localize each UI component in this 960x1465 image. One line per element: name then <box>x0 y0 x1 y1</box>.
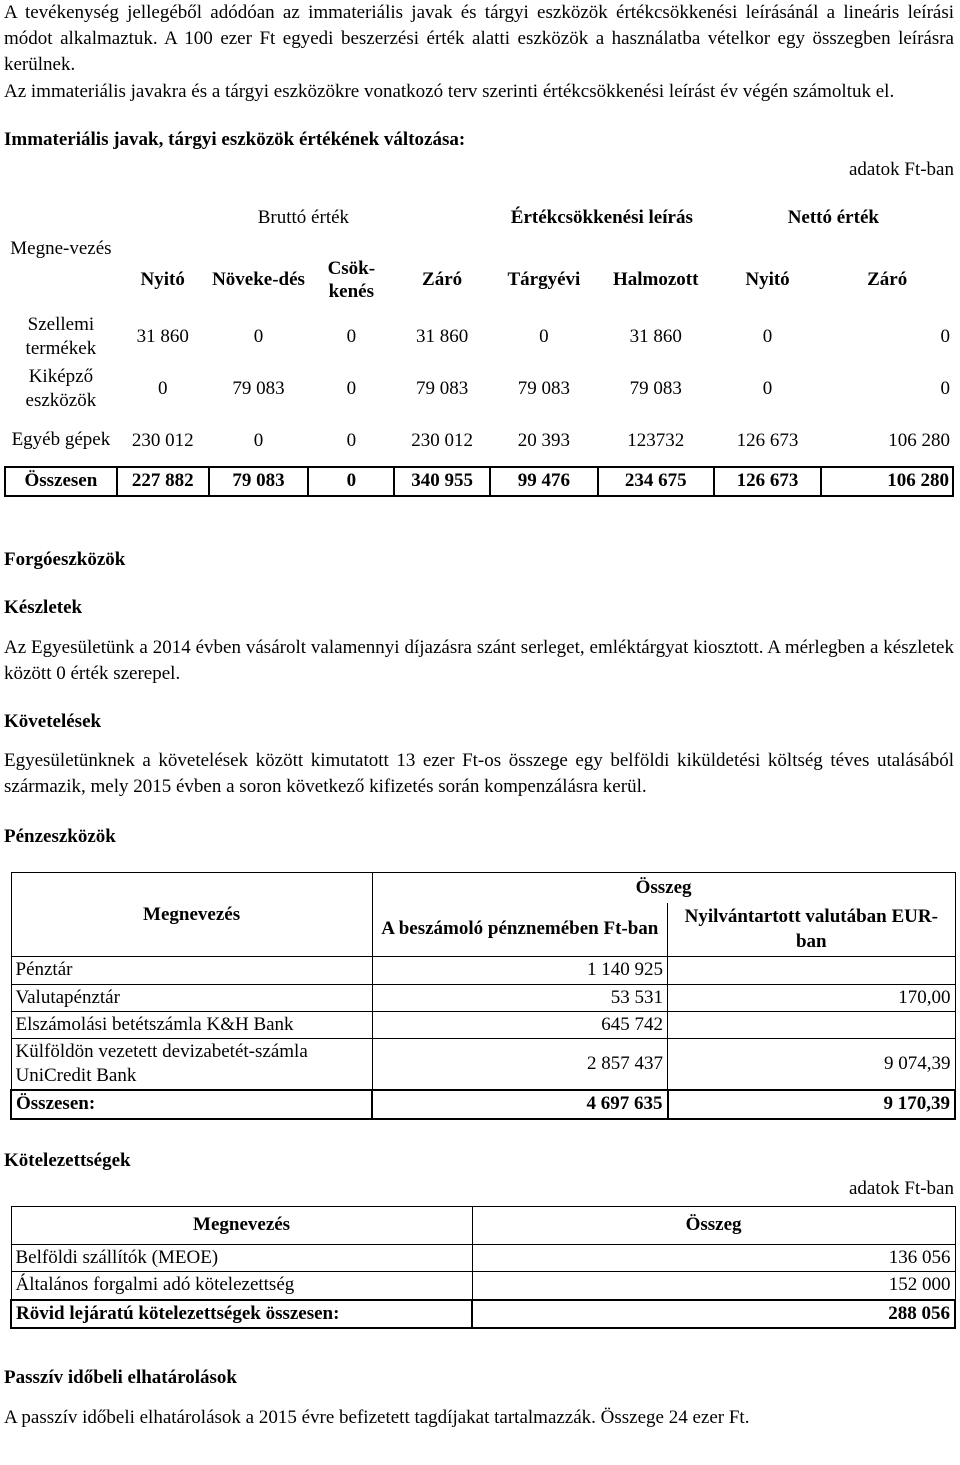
cell-value: 123732 <box>627 429 685 451</box>
total-value: 0 <box>308 467 394 495</box>
current-assets-heading: Forgóeszközök <box>4 548 126 570</box>
table-row <box>11 1245 955 1272</box>
row-name: Egyéb gépek <box>11 429 111 451</box>
cash-header-eur: Nyilvántartott valutában EUR-ban <box>668 903 955 957</box>
header-decrease: Csök-kenés <box>327 257 376 303</box>
cell-value: 79 083 <box>232 378 285 400</box>
cell-value: 20 393 <box>517 429 571 451</box>
cell-value: 230 012 <box>411 429 473 451</box>
cell-value: 0 <box>762 326 773 348</box>
cash-row-name: Elszámolási betétszámla K&H Bank <box>11 1011 372 1038</box>
cash-header-amount: Összeg <box>372 873 955 903</box>
header-closing: Záró <box>422 269 463 291</box>
cash-row-huf: 2 857 437 <box>372 1038 667 1090</box>
header-net-closing: Záró <box>867 269 908 291</box>
total-value: 79 083 <box>209 467 309 495</box>
total-value: 227 882 <box>117 467 209 495</box>
table-row <box>11 1038 955 1090</box>
assets-unit-note: adatok Ft-ban <box>848 159 954 181</box>
liabilities-unit-note: adatok Ft-ban <box>848 1177 954 1199</box>
cell-value: 31 860 <box>136 326 189 348</box>
cell-value: 126 673 <box>736 429 799 451</box>
cash-header-name: Megnevezés <box>11 873 372 957</box>
cell-value: 0 <box>539 326 549 348</box>
header-gross: Bruttó érték <box>257 207 350 229</box>
cell-value: 0 <box>346 378 357 400</box>
cash-row-eur <box>668 957 955 984</box>
intro-paragraph-1: A tevékenység jellegéből adódóan az immateriális javak és tárgyi eszközök értékcsökkenési leírásánál a lineáris leírási módot alkalmaztuk. A 100 ezer Ft egyedi beszerzési érték alatti eszközök a használatba vételkor egy összegben leírásra kerülnek. <box>4 2 954 76</box>
cell-value: 0 <box>253 429 264 451</box>
cell-value: 0 <box>346 429 357 451</box>
table-row <box>5 363 953 415</box>
cell-value: 0 <box>762 378 773 400</box>
header-depreciation: Értékcsökkenési leírás <box>510 206 693 228</box>
deferred-text: A passzív időbeli elhatárolások a 2015 évre befizetett tagdíjakat tartalmazzák. Összege 24 ezer Ft. <box>4 1406 750 1428</box>
table-row <box>5 415 953 467</box>
total-value: 106 280 <box>821 467 953 495</box>
cash-total-eur: 9 170,39 <box>668 1090 955 1118</box>
total-row <box>5 467 953 495</box>
assets-title: Immateriális javak, tárgyi eszközök értékének változása: <box>4 128 466 150</box>
header-accumulated: Halmozott <box>612 269 699 291</box>
intro-paragraph-2: Az immateriális javakra és a tárgyi eszközökre vonatkozó terv szerinti értékcsökkenési leírást év végén számoltuk el. <box>4 80 895 102</box>
inventory-heading: Készletek <box>4 596 83 618</box>
table-row <box>11 957 955 984</box>
cell-value: 79 083 <box>629 378 682 400</box>
cash-row-name: Pénztár <box>11 957 372 984</box>
cash-row-eur: 170,00 <box>668 984 955 1011</box>
cash-row-eur: 9 074,39 <box>668 1038 955 1090</box>
liab-total-row <box>11 1300 955 1328</box>
row-name: Kiképző eszközök <box>25 365 97 412</box>
total-value: 234 675 <box>598 467 714 495</box>
liab-header-amount: Összeg <box>472 1207 955 1245</box>
cell-value: 0 <box>940 378 950 400</box>
liab-row-name: Belföldi szállítók (MEOE) <box>11 1245 472 1272</box>
cell-value: 79 083 <box>517 378 571 400</box>
cell-value: 0 <box>253 326 264 348</box>
cell-value: 106 280 <box>888 429 950 451</box>
header-net: Nettó érték <box>787 207 879 229</box>
table-row <box>11 1011 955 1038</box>
cash-row-name: Valutapénztár <box>11 984 372 1011</box>
table-row <box>5 311 953 363</box>
total-value: 99 476 <box>490 467 598 495</box>
cell-value: 0 <box>940 326 950 348</box>
header-current-year: Tárgyévi <box>507 269 581 291</box>
cash-heading: Pénzeszközök <box>4 826 116 848</box>
liab-row-amount: 152 000 <box>472 1272 955 1300</box>
cell-value: 230 012 <box>131 429 194 451</box>
table-row <box>11 984 955 1011</box>
liabilities-table <box>10 1206 956 1329</box>
cash-row-huf: 645 742 <box>372 1011 667 1038</box>
receivables-heading: Követelések <box>4 711 102 733</box>
deferred-heading: Passzív időbeli elhatárolások <box>4 1366 237 1388</box>
assets-table <box>4 187 954 496</box>
cell-value: 31 860 <box>629 326 682 348</box>
row-name: Szellemi termékek <box>25 313 97 360</box>
total-value: 340 955 <box>394 467 490 495</box>
liab-total-label: Rövid lejáratú kötelezettségek összesen: <box>11 1300 472 1328</box>
cash-row-name: Külföldön vezetett devizabetét-számla UniCredit Bank <box>11 1038 372 1090</box>
liab-row-name: Általános forgalmi adó kötelezettség <box>11 1272 472 1300</box>
cash-total-label: Összesen: <box>11 1090 372 1118</box>
header-net-opening: Nyitó <box>745 269 790 291</box>
cash-row-huf: 1 140 925 <box>372 957 667 984</box>
cash-total-huf: 4 697 635 <box>372 1090 667 1118</box>
liab-total-amount: 288 056 <box>472 1300 955 1328</box>
cash-header-huf: A beszámoló pénznemében Ft-ban <box>372 903 667 957</box>
header-name: Megne-vezés <box>10 237 112 259</box>
liab-header-name: Megnevezés <box>11 1207 472 1245</box>
total-label: Összesen <box>5 467 117 495</box>
total-value: 126 673 <box>714 467 822 495</box>
cell-value: 31 860 <box>415 326 469 348</box>
cash-total-row <box>11 1090 955 1118</box>
cash-table <box>10 872 956 1119</box>
liab-row-amount: 136 056 <box>472 1245 955 1272</box>
header-opening: Nyitó <box>140 269 185 291</box>
cash-row-eur <box>668 1011 955 1038</box>
table-row <box>11 1272 955 1300</box>
receivables-text: Egyesületünknek a követelések között kimutatott 13 ezer Ft-os összege egy belföldi kiküldetési költség téves utalásából származik, mely 2015 évben a soron következő kifizetés során kompenzálásra kerül. <box>4 749 954 797</box>
cell-value: 0 <box>346 326 357 348</box>
cell-value: 0 <box>157 378 168 400</box>
cash-row-huf: 53 531 <box>372 984 667 1011</box>
cell-value: 79 083 <box>415 378 469 400</box>
inventory-text: Az Egyesületünk a 2014 évben vásárolt valamennyi díjazásra szánt serleget, emléktárgyat kiosztott. A mérlegben a készletek között 0 érték szerepel. <box>4 636 954 685</box>
header-increase: Növeke-dés <box>212 269 305 291</box>
liabilities-heading: Kötelezettségek <box>4 1149 131 1171</box>
